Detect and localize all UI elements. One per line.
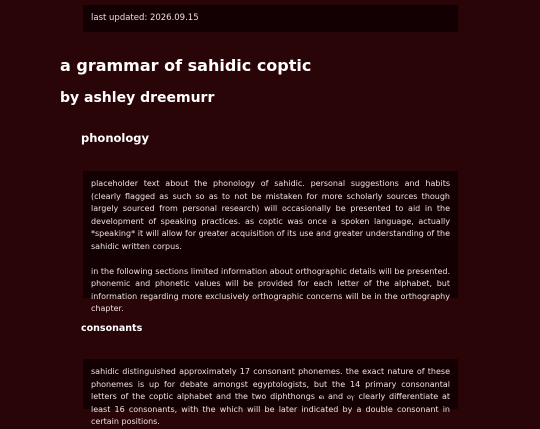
consonants-text-box <box>83 359 458 426</box>
last-updated-text: last updated: 2026.09.15 <box>91 13 199 23</box>
section-heading-consonants: consonants <box>81 323 143 334</box>
consonants-paragraph: sahidic distinguished approximately 17 consonant phonemes. the exact nature of these phonemes is up for debate amongst egyptologists, but the 14 primary consonantal letters of the coptic alphabet and the two diphthongs ⲉⲓ and ⲟⲩ clearly differentiate at least 16 consonants, with the which will be later indicated by a double consonant in certain positions. <box>91 367 450 426</box>
phonology-paragraph: placeholder text about the phonology of sahidic. personal suggestions and habits (clearly flagged as such so as to not be mistaken for more scholarly sources though largely sourced from personal research) will occasionally be presented to aid in the development of speaking practices. as coptic was once a spoken language, actually *speaking* it will allow for greater acquisition of its use and greater understanding of the sahidic written corpus. <box>91 179 450 251</box>
phonology-text-box <box>83 171 458 313</box>
section-heading-phonology: phonology <box>81 131 149 145</box>
phonology-paragraph: in the following sections limited information about orthographic details will be presented. phonemic and phonetic values will be provided for each letter of the alphabet, but information regarding more exclusively orthographic concerns will be in the orthography chapter. <box>91 266 450 313</box>
document-title: a grammar of sahidic coptic <box>60 56 312 75</box>
last-updated-banner <box>83 5 458 32</box>
document-author: by ashley dreemurr <box>60 90 215 106</box>
